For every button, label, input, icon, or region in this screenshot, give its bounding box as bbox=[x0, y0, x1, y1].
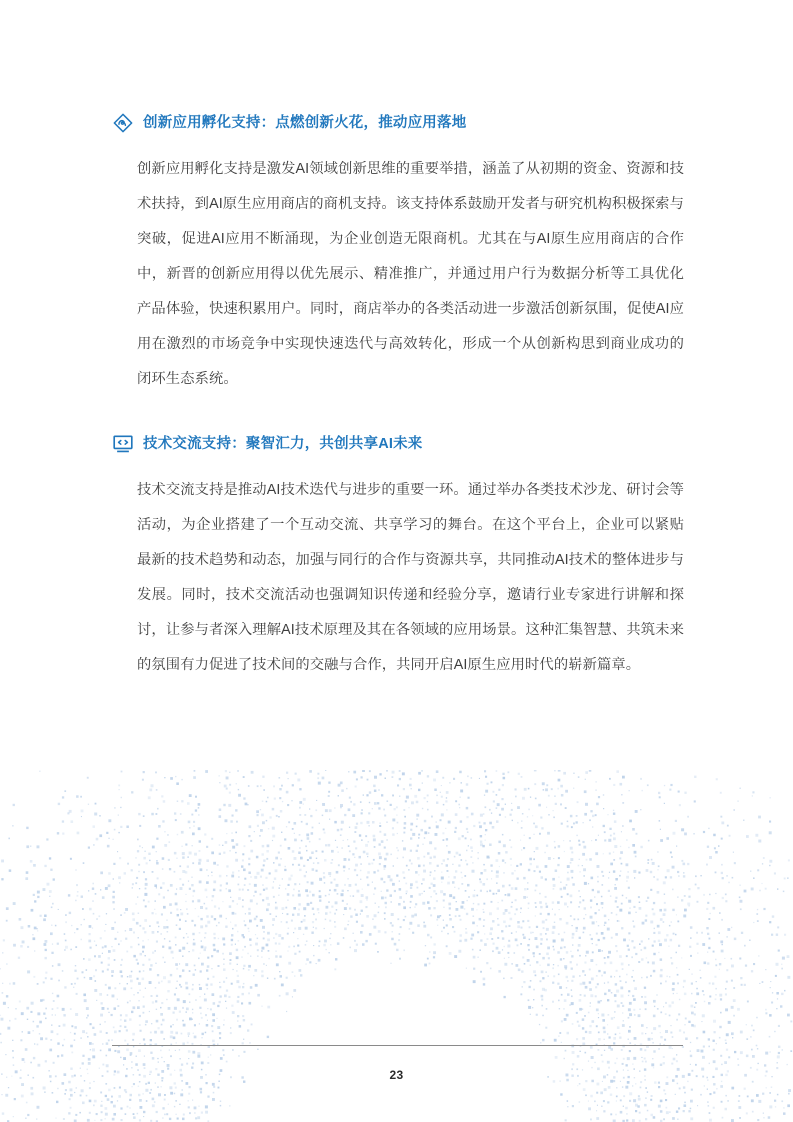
section-body-text: 创新应用孵化支持是激发AI领域创新思维的重要举措，涵盖了从初期的资金、资源和技术扶持，到AI原生应用商店的商机支持。该支持体系鼓励开发者与研究机构积极探索与突破，促进AI应用不断涌现，为企业创造无限商机。尤其在与AI原生应用商店的合作中，新晋的创新应用得以优先展示、精准推广，并通过用户行为数据分析等工具优化产品体验，快速积累用户。同时，商店举办的各类活动进一步激活创新氛围，促使AI应用在激烈的市场竞争中实现快速迭代与高效转化，形成一个从创新构思到商业成功的闭环生态系统。 bbox=[137, 161, 684, 387]
diamond-swirl-icon bbox=[112, 112, 134, 134]
section-heading-text: 技术交流支持：聚智汇力，共创共享AI未来 bbox=[143, 436, 423, 452]
section-heading bbox=[112, 112, 684, 134]
section-tech-exchange bbox=[112, 433, 684, 683]
section-body-text: 技术交流支持是推动AI技术迭代与进步的重要一环。通过举办各类技术沙龙、研讨会等活动，为企业搭建了一个互动交流、共享学习的舞台。在这个平台上，企业可以紧贴最新的技术趋势和动态，加强与同行的合作与资源共享，共同推动AI技术的整体进步与发展。同时，技术交流活动也强调知识传递和经验分享，邀请行业专家进行讲解和探讨，让参与者深入理解AI技术原理及其在各领域的应用场景。这种汇集智慧、共筑未来的氛围有力促进了技术间的交融与合作，共同开启AI原生应用时代的崭新篇章。 bbox=[137, 482, 684, 673]
section-heading bbox=[112, 433, 684, 455]
section-innovation-incubation bbox=[112, 112, 684, 397]
code-window-icon bbox=[112, 433, 134, 455]
section-heading-text: 创新应用孵化支持：点燃创新火花，推动应用落地 bbox=[143, 115, 467, 131]
footer-divider bbox=[112, 1045, 683, 1046]
page-number: 23 bbox=[389, 1068, 404, 1082]
